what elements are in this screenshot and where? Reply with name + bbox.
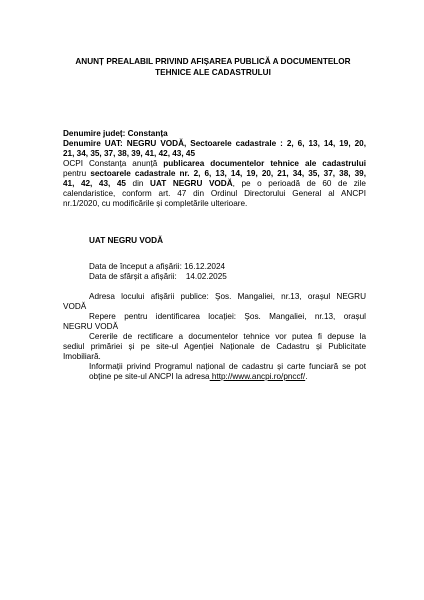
landmarks-line-2: NEGRU VODĂ: [63, 322, 119, 331]
announcement-line-1: [63, 159, 366, 169]
info-text-end: .: [305, 372, 308, 381]
end-date: [63, 272, 366, 282]
announcement-bold-text: UAT NEGRU VODĂ: [150, 179, 233, 188]
rectification-line-1: Cererile de rectificare a documentelor tehnice vor putea fi depuse la: [89, 332, 366, 341]
announcement-bold-text: publicarea documentelor tehnice ale cadastrului: [163, 159, 366, 168]
info-text: obține pe site-ul ANCPI la adresa: [89, 372, 210, 381]
announcement-text: din: [125, 179, 151, 188]
announcement-text: OCPI Constanța anunță: [63, 159, 164, 168]
info-line-2: [63, 372, 366, 382]
address-line-2: VODĂ: [63, 302, 87, 311]
rectification-line-2: sediul primăriei și pe site-ul Agenției Naționale de Cadastru și Publicitate: [63, 342, 366, 351]
announcement-text: , pe o perioadă de 60 de zile: [232, 179, 366, 188]
info-line-1: Informații privind Programul național de cadastru și carte funciară se pot: [89, 362, 366, 371]
ancpi-link[interactable]: http://www.ancpi.ro/pnccf/: [209, 372, 306, 381]
landmarks-line-1: Repere pentru identificarea locației: Şos. Mangaliei, nr.13, orașul: [89, 312, 366, 321]
announcement-bold-text: sectoarele cadastrale nr. 2, 6, 13, 14, 19, 20, 21, 34, 35, 37, 38, 39,: [90, 169, 366, 178]
announcement-line-3: [63, 179, 366, 189]
announcement-text: pentru: [63, 169, 91, 178]
details-block: [63, 292, 366, 382]
address-line-1: Adresa locului afișării publice: Şos. Mangaliei, nr.13, orașul NEGRU: [89, 292, 366, 301]
title-line-1: ANUNȚ PREALABIL PRIVIND AFIȘAREA PUBLICĂ A DOCUMENTELOR: [75, 57, 351, 66]
document-body: [63, 129, 366, 209]
rectification-line-3: Imobiliară.: [63, 352, 101, 361]
announcement-line-4: calendaristice, conform art. 47 din Ordinul Directorului General al ANCPI: [63, 189, 366, 198]
start-date: Data de început a afișării: 16.12.2024: [89, 262, 226, 271]
end-date-value: 14.02.2025: [185, 272, 227, 281]
display-dates: [63, 262, 366, 282]
uat-sectors-line-2: 21, 34, 35, 37, 38, 39, 41, 42, 43, 45: [63, 149, 196, 158]
announcement-bold-text: 41, 42, 43, 45: [63, 179, 126, 188]
document-title: [55, 56, 371, 78]
announcement-line-2: [63, 169, 366, 179]
announcement-line-5: nr.1/2020, cu modificările și completările ulterioare.: [63, 199, 248, 208]
uat-sectors-line-1: Denumire UAT: NEGRU VODĂ, Sectoarele cadastrale : 2, 6, 13, 14, 19, 20,: [63, 139, 366, 148]
county-name: Denumire județ: Constanța: [63, 129, 168, 138]
title-line-2: TEHNICE ALE CADASTRULUI: [155, 68, 271, 77]
uat-heading: UAT NEGRU VODĂ: [89, 236, 163, 245]
end-date-label: Data de sfârșit a afișării:: [89, 272, 177, 281]
uat-heading-block: [63, 236, 366, 246]
